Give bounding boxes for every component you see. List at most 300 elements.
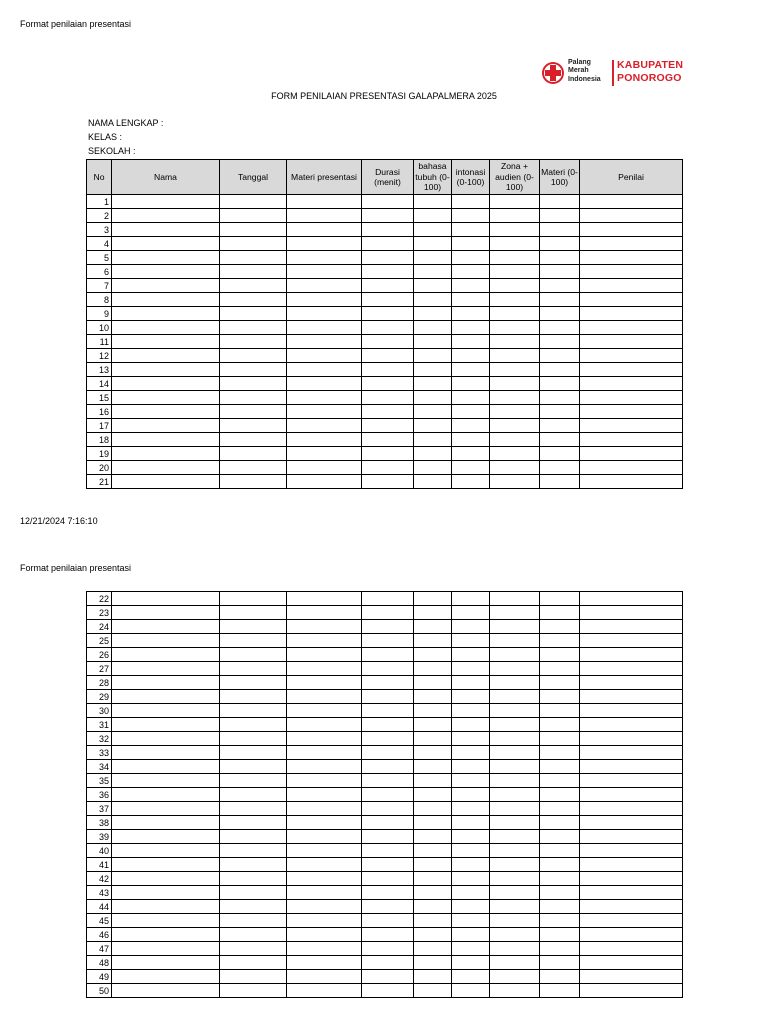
input-cell[interactable] [287,223,362,237]
input-cell[interactable] [287,844,362,858]
input-cell[interactable] [490,293,540,307]
input-cell[interactable] [414,858,452,872]
input-cell[interactable] [540,606,580,620]
input-cell[interactable] [414,662,452,676]
input-cell[interactable] [540,251,580,265]
input-cell[interactable] [112,592,220,606]
input-cell[interactable] [362,279,414,293]
input-cell[interactable] [220,592,287,606]
input-cell[interactable] [490,886,540,900]
input-cell[interactable] [220,363,287,377]
input-cell[interactable] [452,760,490,774]
input-cell[interactable] [112,760,220,774]
input-cell[interactable] [220,900,287,914]
input-cell[interactable] [112,662,220,676]
input-cell[interactable] [414,830,452,844]
input-cell[interactable] [490,335,540,349]
input-cell[interactable] [414,237,452,251]
input-cell[interactable] [362,956,414,970]
input-cell[interactable] [580,223,683,237]
input-cell[interactable] [362,405,414,419]
input-cell[interactable] [452,662,490,676]
input-cell[interactable] [540,237,580,251]
input-cell[interactable] [112,293,220,307]
input-cell[interactable] [490,732,540,746]
input-cell[interactable] [220,209,287,223]
input-cell[interactable] [490,634,540,648]
input-cell[interactable] [287,391,362,405]
input-cell[interactable] [452,816,490,830]
input-cell[interactable] [490,433,540,447]
input-cell[interactable] [220,984,287,998]
input-cell[interactable] [540,746,580,760]
input-cell[interactable] [490,606,540,620]
input-cell[interactable] [362,830,414,844]
input-cell[interactable] [490,475,540,489]
input-cell[interactable] [540,900,580,914]
input-cell[interactable] [452,648,490,662]
input-cell[interactable] [220,251,287,265]
input-cell[interactable] [220,307,287,321]
input-cell[interactable] [580,942,683,956]
input-cell[interactable] [287,676,362,690]
input-cell[interactable] [287,984,362,998]
input-cell[interactable] [362,970,414,984]
input-cell[interactable] [112,405,220,419]
input-cell[interactable] [540,886,580,900]
input-cell[interactable] [490,377,540,391]
input-cell[interactable] [540,984,580,998]
input-cell[interactable] [490,746,540,760]
input-cell[interactable] [490,349,540,363]
input-cell[interactable] [452,928,490,942]
input-cell[interactable] [362,363,414,377]
input-cell[interactable] [490,788,540,802]
input-cell[interactable] [287,433,362,447]
input-cell[interactable] [452,592,490,606]
input-cell[interactable] [580,265,683,279]
input-cell[interactable] [540,718,580,732]
input-cell[interactable] [414,293,452,307]
input-cell[interactable] [580,363,683,377]
input-cell[interactable] [287,802,362,816]
input-cell[interactable] [452,363,490,377]
input-cell[interactable] [452,732,490,746]
input-cell[interactable] [452,419,490,433]
input-cell[interactable] [414,690,452,704]
input-cell[interactable] [220,928,287,942]
input-cell[interactable] [490,321,540,335]
input-cell[interactable] [540,433,580,447]
input-cell[interactable] [112,209,220,223]
input-cell[interactable] [112,956,220,970]
input-cell[interactable] [580,251,683,265]
input-cell[interactable] [414,447,452,461]
input-cell[interactable] [580,914,683,928]
input-cell[interactable] [452,433,490,447]
input-cell[interactable] [287,774,362,788]
input-cell[interactable] [112,237,220,251]
input-cell[interactable] [580,209,683,223]
input-cell[interactable] [540,830,580,844]
input-cell[interactable] [452,307,490,321]
input-cell[interactable] [452,900,490,914]
input-cell[interactable] [112,447,220,461]
input-cell[interactable] [490,690,540,704]
input-cell[interactable] [580,293,683,307]
input-cell[interactable] [220,447,287,461]
input-cell[interactable] [220,704,287,718]
input-cell[interactable] [580,718,683,732]
input-cell[interactable] [414,802,452,816]
input-cell[interactable] [220,195,287,209]
input-cell[interactable] [452,461,490,475]
input-cell[interactable] [490,237,540,251]
input-cell[interactable] [220,788,287,802]
input-cell[interactable] [580,732,683,746]
input-cell[interactable] [362,419,414,433]
input-cell[interactable] [540,461,580,475]
input-cell[interactable] [414,209,452,223]
input-cell[interactable] [287,321,362,335]
input-cell[interactable] [452,349,490,363]
input-cell[interactable] [580,349,683,363]
input-cell[interactable] [414,900,452,914]
input-cell[interactable] [540,844,580,858]
input-cell[interactable] [414,391,452,405]
input-cell[interactable] [580,634,683,648]
input-cell[interactable] [220,265,287,279]
input-cell[interactable] [112,223,220,237]
input-cell[interactable] [220,732,287,746]
input-cell[interactable] [362,900,414,914]
input-cell[interactable] [540,279,580,293]
input-cell[interactable] [287,251,362,265]
input-cell[interactable] [414,746,452,760]
input-cell[interactable] [414,349,452,363]
input-cell[interactable] [452,984,490,998]
input-cell[interactable] [540,363,580,377]
input-cell[interactable] [220,461,287,475]
input-cell[interactable] [220,237,287,251]
input-cell[interactable] [414,307,452,321]
input-cell[interactable] [452,690,490,704]
input-cell[interactable] [540,704,580,718]
input-cell[interactable] [112,718,220,732]
input-cell[interactable] [112,363,220,377]
input-cell[interactable] [414,377,452,391]
input-cell[interactable] [414,335,452,349]
input-cell[interactable] [220,419,287,433]
input-cell[interactable] [414,265,452,279]
input-cell[interactable] [112,690,220,704]
input-cell[interactable] [287,970,362,984]
input-cell[interactable] [540,648,580,662]
input-cell[interactable] [112,788,220,802]
input-cell[interactable] [362,592,414,606]
input-cell[interactable] [112,279,220,293]
input-cell[interactable] [540,419,580,433]
input-cell[interactable] [220,886,287,900]
input-cell[interactable] [580,830,683,844]
input-cell[interactable] [287,858,362,872]
input-cell[interactable] [112,732,220,746]
input-cell[interactable] [540,335,580,349]
input-cell[interactable] [112,307,220,321]
input-cell[interactable] [287,447,362,461]
input-cell[interactable] [220,391,287,405]
input-cell[interactable] [540,377,580,391]
input-cell[interactable] [287,461,362,475]
input-cell[interactable] [287,237,362,251]
input-cell[interactable] [112,984,220,998]
input-cell[interactable] [362,475,414,489]
input-cell[interactable] [540,956,580,970]
input-cell[interactable] [540,662,580,676]
input-cell[interactable] [112,419,220,433]
input-cell[interactable] [220,746,287,760]
input-cell[interactable] [452,802,490,816]
input-cell[interactable] [452,788,490,802]
input-cell[interactable] [362,676,414,690]
input-cell[interactable] [362,732,414,746]
input-cell[interactable] [220,293,287,307]
input-cell[interactable] [220,830,287,844]
input-cell[interactable] [580,377,683,391]
input-cell[interactable] [490,830,540,844]
input-cell[interactable] [220,774,287,788]
input-cell[interactable] [220,606,287,620]
input-cell[interactable] [580,970,683,984]
input-cell[interactable] [220,956,287,970]
input-cell[interactable] [220,760,287,774]
input-cell[interactable] [490,928,540,942]
input-cell[interactable] [452,872,490,886]
input-cell[interactable] [580,592,683,606]
input-cell[interactable] [580,662,683,676]
input-cell[interactable] [220,405,287,419]
input-cell[interactable] [112,676,220,690]
input-cell[interactable] [362,223,414,237]
input-cell[interactable] [540,223,580,237]
input-cell[interactable] [362,914,414,928]
input-cell[interactable] [580,195,683,209]
input-cell[interactable] [220,858,287,872]
input-cell[interactable] [452,620,490,634]
input-cell[interactable] [452,886,490,900]
input-cell[interactable] [362,690,414,704]
input-cell[interactable] [362,718,414,732]
input-cell[interactable] [287,788,362,802]
input-cell[interactable] [414,634,452,648]
input-cell[interactable] [220,634,287,648]
input-cell[interactable] [452,475,490,489]
input-cell[interactable] [414,760,452,774]
input-cell[interactable] [287,760,362,774]
input-cell[interactable] [414,956,452,970]
input-cell[interactable] [580,984,683,998]
input-cell[interactable] [220,377,287,391]
input-cell[interactable] [414,405,452,419]
input-cell[interactable] [580,307,683,321]
input-cell[interactable] [287,732,362,746]
input-cell[interactable] [452,251,490,265]
input-cell[interactable] [490,391,540,405]
input-cell[interactable] [540,872,580,886]
input-cell[interactable] [540,914,580,928]
input-cell[interactable] [287,606,362,620]
input-cell[interactable] [220,970,287,984]
input-cell[interactable] [540,293,580,307]
input-cell[interactable] [414,942,452,956]
input-cell[interactable] [220,475,287,489]
input-cell[interactable] [287,830,362,844]
input-cell[interactable] [220,914,287,928]
input-cell[interactable] [362,307,414,321]
input-cell[interactable] [580,844,683,858]
input-cell[interactable] [112,475,220,489]
input-cell[interactable] [112,872,220,886]
input-cell[interactable] [452,830,490,844]
input-cell[interactable] [362,461,414,475]
input-cell[interactable] [362,942,414,956]
input-cell[interactable] [452,447,490,461]
input-cell[interactable] [112,914,220,928]
input-cell[interactable] [452,956,490,970]
input-cell[interactable] [580,447,683,461]
input-cell[interactable] [452,321,490,335]
input-cell[interactable] [287,279,362,293]
input-cell[interactable] [220,690,287,704]
input-cell[interactable] [112,349,220,363]
input-cell[interactable] [540,592,580,606]
input-cell[interactable] [362,237,414,251]
input-cell[interactable] [362,760,414,774]
input-cell[interactable] [287,405,362,419]
input-cell[interactable] [287,914,362,928]
input-cell[interactable] [490,620,540,634]
input-cell[interactable] [490,984,540,998]
input-cell[interactable] [362,886,414,900]
input-cell[interactable] [287,886,362,900]
input-cell[interactable] [362,377,414,391]
input-cell[interactable] [414,984,452,998]
input-cell[interactable] [362,391,414,405]
input-cell[interactable] [220,802,287,816]
input-cell[interactable] [580,676,683,690]
input-cell[interactable] [362,774,414,788]
input-cell[interactable] [112,858,220,872]
input-cell[interactable] [112,195,220,209]
input-cell[interactable] [490,195,540,209]
input-cell[interactable] [112,704,220,718]
input-cell[interactable] [540,970,580,984]
input-cell[interactable] [580,956,683,970]
input-cell[interactable] [452,746,490,760]
input-cell[interactable] [414,461,452,475]
input-cell[interactable] [414,363,452,377]
input-cell[interactable] [287,634,362,648]
input-cell[interactable] [112,774,220,788]
input-cell[interactable] [112,900,220,914]
input-cell[interactable] [287,942,362,956]
input-cell[interactable] [287,648,362,662]
input-cell[interactable] [580,606,683,620]
input-cell[interactable] [287,620,362,634]
input-cell[interactable] [490,872,540,886]
input-cell[interactable] [414,475,452,489]
input-cell[interactable] [580,928,683,942]
input-cell[interactable] [490,419,540,433]
input-cell[interactable] [287,816,362,830]
input-cell[interactable] [287,592,362,606]
input-cell[interactable] [580,746,683,760]
input-cell[interactable] [490,405,540,419]
input-cell[interactable] [452,676,490,690]
input-cell[interactable] [362,984,414,998]
input-cell[interactable] [540,816,580,830]
input-cell[interactable] [287,293,362,307]
input-cell[interactable] [414,886,452,900]
input-cell[interactable] [362,606,414,620]
input-cell[interactable] [414,774,452,788]
input-cell[interactable] [220,662,287,676]
input-cell[interactable] [490,363,540,377]
input-cell[interactable] [452,970,490,984]
input-cell[interactable] [540,774,580,788]
input-cell[interactable] [362,335,414,349]
input-cell[interactable] [112,830,220,844]
input-cell[interactable] [580,690,683,704]
input-cell[interactable] [490,844,540,858]
input-cell[interactable] [540,928,580,942]
input-cell[interactable] [414,788,452,802]
input-cell[interactable] [490,223,540,237]
input-cell[interactable] [540,942,580,956]
input-cell[interactable] [362,209,414,223]
input-cell[interactable] [452,265,490,279]
input-cell[interactable] [452,606,490,620]
input-cell[interactable] [362,872,414,886]
input-cell[interactable] [362,858,414,872]
input-cell[interactable] [287,195,362,209]
input-cell[interactable] [220,279,287,293]
input-cell[interactable] [490,279,540,293]
input-cell[interactable] [287,872,362,886]
input-cell[interactable] [287,335,362,349]
input-cell[interactable] [362,802,414,816]
input-cell[interactable] [220,872,287,886]
input-cell[interactable] [452,774,490,788]
input-cell[interactable] [414,195,452,209]
input-cell[interactable] [287,928,362,942]
input-cell[interactable] [362,816,414,830]
input-cell[interactable] [580,760,683,774]
input-cell[interactable] [112,265,220,279]
input-cell[interactable] [490,461,540,475]
input-cell[interactable] [580,648,683,662]
input-cell[interactable] [362,648,414,662]
input-cell[interactable] [287,377,362,391]
input-cell[interactable] [220,718,287,732]
input-cell[interactable] [452,405,490,419]
input-cell[interactable] [287,265,362,279]
input-cell[interactable] [580,475,683,489]
input-cell[interactable] [220,349,287,363]
input-cell[interactable] [287,209,362,223]
input-cell[interactable] [490,209,540,223]
input-cell[interactable] [540,802,580,816]
